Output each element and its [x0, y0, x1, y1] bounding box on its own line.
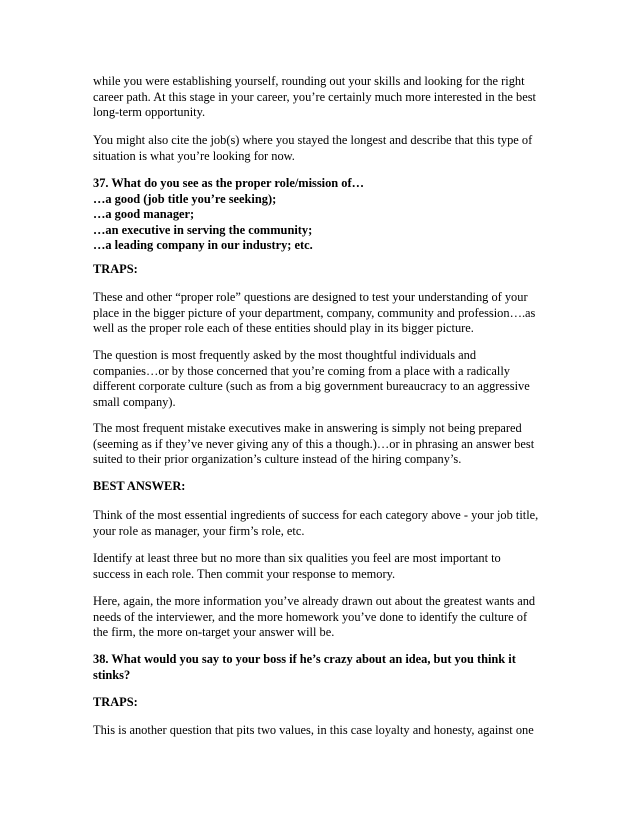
text-line: situation is what you’re looking for now.	[93, 148, 295, 163]
paragraph-identify-qualities	[93, 551, 553, 582]
text-line: long-term opportunity.	[93, 105, 206, 120]
text-line: This is another question that pits two values, in this case loyalty and honesty, against one	[93, 723, 534, 737]
text-line: small company).	[93, 394, 176, 409]
text-line: These and other “proper role” questions are designed to test your understanding of your	[93, 290, 528, 304]
paragraph-thoughtful-individuals	[93, 348, 553, 410]
question-line: stinks?	[93, 667, 131, 682]
paragraph-proper-role	[93, 290, 553, 337]
question-line: 38. What would you say to your boss if he’s crazy about an idea, but you think it	[93, 652, 516, 666]
text-line: the firm, the more on-target your answer will be.	[93, 625, 335, 640]
text-line: The most frequent mistake executives make in answering is simply not being prepared	[93, 421, 522, 435]
text-line: different corporate culture (such as from a big government bureaucracy to an aggressive	[93, 379, 530, 394]
paragraph-essential-ingredients	[93, 508, 553, 539]
question-line: …a good (job title you’re seeking);	[93, 191, 277, 206]
question-line: …a good manager;	[93, 207, 195, 222]
paragraph-more-information	[93, 594, 553, 641]
best-answer-heading	[93, 479, 553, 495]
paragraph-long-term-opportunity	[93, 74, 553, 121]
question-line: …a leading company in our industry; etc.	[93, 238, 313, 253]
text-line: The question is most frequently asked by the most thoughtful individuals and	[93, 348, 477, 362]
paragraph-two-values	[93, 723, 553, 739]
text-line: while you were establishing yourself, rounding out your skills and looking for the right	[93, 74, 525, 88]
text-line: Identify at least three but no more than six qualities you feel are most important to	[93, 551, 501, 565]
text-line: well as the proper role each of these entities should play in its bigger picture.	[93, 321, 474, 336]
text-line: place in the bigger picture of your department, company, community and profession….as	[93, 305, 536, 320]
question-line: …an executive in serving the community;	[93, 222, 313, 237]
section-heading: TRAPS:	[93, 695, 138, 709]
text-line: career path. At this stage in your career, you’re certainly much more interested in the best	[93, 89, 536, 104]
text-line: success in each role. Then commit your response to memory.	[93, 566, 396, 581]
text-line: suited to their prior organization’s culture instead of the hiring company’s.	[93, 452, 462, 467]
paragraph-frequent-mistake	[93, 421, 553, 468]
text-line: Think of the most essential ingredients of success for each category above - your job title,	[93, 508, 539, 522]
section-heading: BEST ANSWER:	[93, 479, 186, 493]
text-line: your role as manager, your firm’s role, etc.	[93, 523, 305, 538]
traps-heading	[93, 262, 553, 278]
question-38-heading	[93, 652, 553, 683]
question-line: 37. What do you see as the proper role/mission of…	[93, 176, 365, 190]
text-line: (seeming as if they’ve never giving any of this a though.)…or in phrasing an answer best	[93, 436, 535, 451]
text-line: Here, again, the more information you’ve already drawn out about the greatest wants and	[93, 594, 536, 608]
section-heading: TRAPS:	[93, 262, 138, 276]
paragraph-cite-jobs	[93, 133, 553, 164]
traps-heading-2	[93, 695, 553, 711]
text-line: You might also cite the job(s) where you stayed the longest and describe that this type of	[93, 133, 533, 147]
text-line: needs of the interviewer, and the more homework you’ve done to identify the culture of	[93, 609, 528, 624]
text-line: companies…or by those concerned that you’re coming from a place with a radically	[93, 363, 510, 378]
question-37-heading	[93, 176, 553, 254]
